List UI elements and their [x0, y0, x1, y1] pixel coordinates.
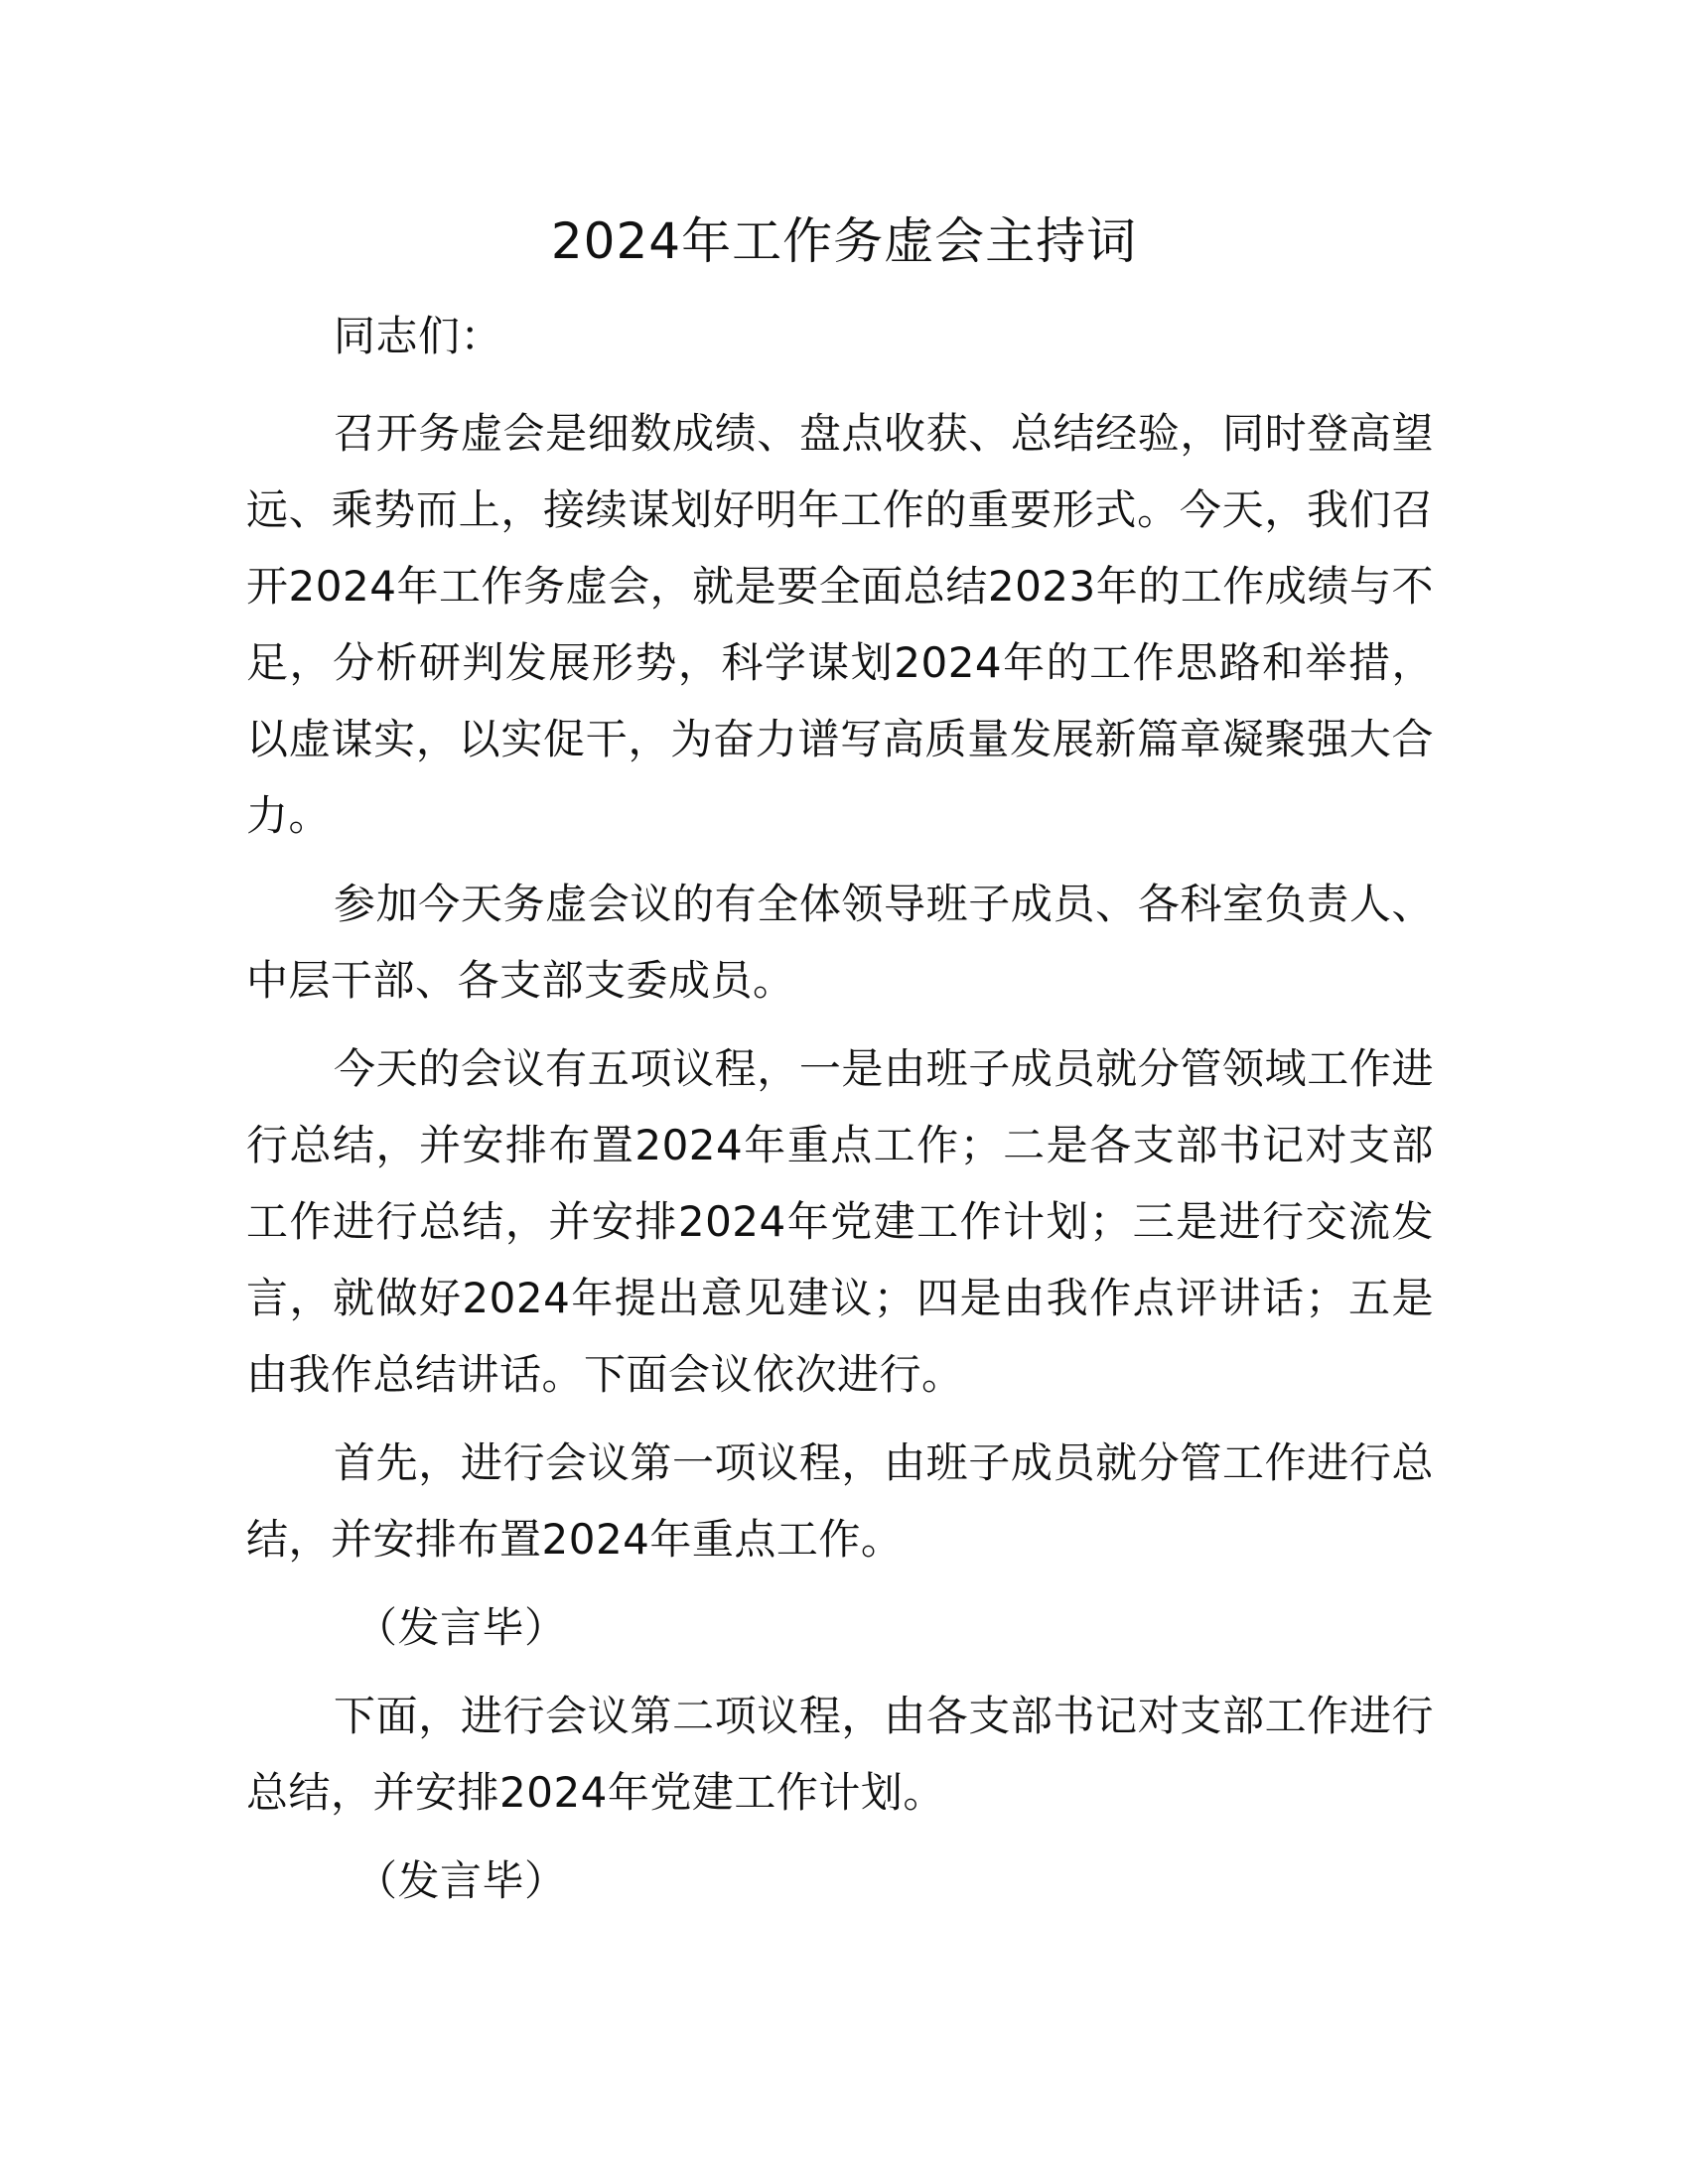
paragraph-first-item: 首先，进行会议第一项议程，由班子成员就分管工作进行总结，并安排布置2024年重点工作。 — [246, 1438, 1434, 1564]
paragraph-attendees: 参加今天务虚会议的有全体领导班子成员、各科室负责人、中层干部、各支部支委成员。 — [246, 880, 1434, 1005]
salutation: 同志们： — [334, 312, 503, 360]
document-title: 2024年工作务虚会主持词 — [550, 212, 1138, 270]
document-body — [246, 298, 1434, 1931]
paragraph-intro: 召开务虚会是细数成绩、盘点收获、总结经验，同时登高望远、乘势而上，接续谋划好明年工作的重要形式。今天，我们召开2024年工作务虚会，就是要全面总结2023年的工作成绩与不足，分析研判发展形势，科学谋划2024年的工作思路和举措，以虚谋实，以实促干，为奋力谱写高质量发展新篇章凝聚强大合力。 — [246, 409, 1434, 840]
paragraph-agenda: 今天的会议有五项议程，一是由班子成员就分管领域工作进行总结，并安排布置2024年重点工作；二是各支部书记对支部工作进行总结，并安排2024年党建工作计划；三是进行交流发言，就做好2024年提出意见建议；四是由我作点评讲话；五是由我作总结讲话。下面会议依次进行。 — [246, 1044, 1434, 1399]
speech-end-note-1: （发言毕） — [355, 1603, 567, 1652]
speech-end-note-2: （发言毕） — [355, 1856, 567, 1905]
paragraph-second-item: 下面，进行会议第二项议程，由各支部书记对支部工作进行总结，并安排2024年党建工作计划。 — [246, 1692, 1434, 1817]
